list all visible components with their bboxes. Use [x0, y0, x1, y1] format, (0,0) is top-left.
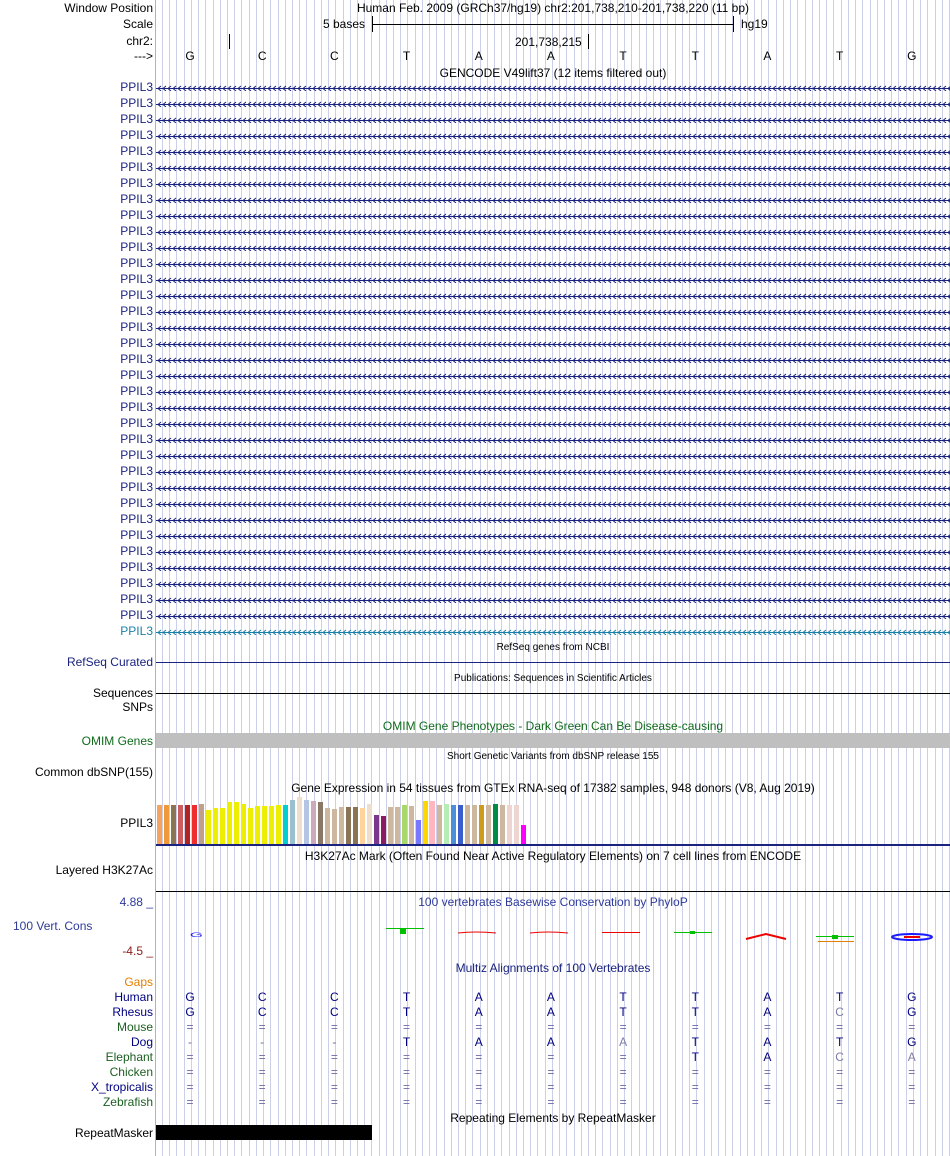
multiz-base: =	[908, 1020, 916, 1034]
multiz-base: =	[330, 1095, 338, 1109]
strand-label: --->	[134, 49, 153, 63]
repeatmasker-feature[interactable]	[156, 1125, 372, 1140]
gtex-tissue-bar[interactable]	[521, 825, 526, 844]
base-letter: A	[763, 49, 772, 63]
multiz-base: C	[835, 1005, 844, 1019]
coord-label: 201,738,215	[515, 35, 582, 49]
gencode-gene-label[interactable]: PPIL3	[120, 608, 153, 622]
multiz-base: T	[619, 1005, 627, 1019]
gtex-tissue-bar[interactable]	[514, 805, 519, 844]
multiz-base: =	[547, 1050, 555, 1064]
multiz-base: T	[835, 1035, 844, 1049]
multiz-base: T	[402, 1005, 411, 1019]
gtex-tissue-bar[interactable]	[297, 797, 302, 844]
phylop-mark-t4-under	[818, 941, 854, 942]
multiz-base: =	[186, 1020, 194, 1034]
refseq-title: RefSeq genes from NCBI	[496, 642, 610, 653]
gtex-tissue-bar[interactable]	[241, 804, 246, 844]
gencode-transcript[interactable]	[156, 498, 950, 507]
gtex-tissue-bar[interactable]	[283, 805, 288, 844]
multiz-base: =	[403, 1080, 411, 1094]
gencode-gene-label[interactable]: PPIL3	[120, 112, 153, 126]
publications-track-label[interactable]: Sequences	[92, 686, 153, 700]
gencode-gene-label[interactable]: PPIL3	[120, 592, 153, 606]
phylop-mark-a3	[746, 934, 786, 939]
gencode-transcript[interactable]	[156, 610, 950, 619]
assembly-position[interactable]: Human Feb. 2009 (GRCh37/hg19) chr2:201,738,210-201,738,220 (11 bp)	[356, 1, 750, 15]
gtex-tissue-bar[interactable]	[262, 806, 267, 844]
multiz-base: =	[763, 1020, 771, 1034]
phylop-mark-t4-block	[832, 935, 838, 939]
gtex-tissue-bar[interactable]	[290, 800, 295, 844]
phylop-mark-t2	[602, 932, 640, 933]
multiz-base: -	[188, 1035, 192, 1049]
gtex-tissue-bar[interactable]	[395, 807, 400, 844]
gtex-tissue-bar[interactable]	[220, 808, 225, 844]
multiz-base: =	[186, 1050, 194, 1064]
multiz-base: =	[836, 1020, 844, 1034]
multiz-base: =	[691, 1080, 699, 1094]
multiz-base: =	[186, 1095, 194, 1109]
scale-label: Scale	[122, 17, 153, 31]
base-letter: A	[474, 49, 483, 63]
gtex-tissue-bar[interactable]	[318, 802, 323, 844]
h3k27ac-track-label[interactable]: Layered H3K27Ac	[55, 863, 153, 877]
multiz-base: G	[907, 1005, 917, 1019]
gencode-transcript[interactable]	[156, 98, 950, 107]
multiz-base: A	[907, 1050, 916, 1064]
omim-track-label[interactable]: OMIM Genes	[81, 734, 153, 748]
gencode-title: GENCODE V49lift37 (12 items filtered out)	[439, 66, 667, 80]
multiz-base: G	[185, 1005, 195, 1019]
multiz-base: =	[547, 1080, 555, 1094]
gencode-gene-label[interactable]: PPIL3	[120, 432, 153, 446]
multiz-base: =	[475, 1050, 483, 1064]
multiz-base: =	[403, 1095, 411, 1109]
gencode-transcript[interactable]	[156, 306, 950, 315]
gtex-tissue-bar[interactable]	[388, 807, 393, 844]
scale-bar-left-tick	[372, 16, 373, 32]
gencode-gene-label[interactable]: PPIL3	[120, 400, 153, 414]
base-letter: C	[257, 49, 267, 63]
multiz-base: =	[763, 1080, 771, 1094]
gtex-track-label[interactable]: PPIL3	[120, 816, 153, 830]
multiz-base: =	[908, 1095, 916, 1109]
multiz-base: C	[835, 1050, 844, 1064]
gencode-gene-label[interactable]: PPIL3	[120, 96, 153, 110]
multiz-base: A	[546, 1005, 555, 1019]
gencode-transcript[interactable]	[156, 338, 950, 347]
multiz-base: A	[763, 990, 772, 1004]
multiz-base: =	[836, 1095, 844, 1109]
gtex-tissue-bar[interactable]	[185, 805, 190, 844]
gencode-transcript[interactable]	[156, 386, 950, 395]
gencode-gene-label[interactable]: PPIL3	[120, 352, 153, 366]
gtex-bar-chart[interactable]	[156, 797, 536, 844]
multiz-species-label[interactable]: Chicken	[109, 1065, 153, 1079]
multiz-base: T	[691, 1005, 699, 1019]
multiz-base: =	[403, 1020, 411, 1034]
gtex-tissue-bar[interactable]	[423, 801, 428, 844]
gencode-transcript[interactable]	[156, 322, 950, 331]
gtex-tissue-bar[interactable]	[360, 808, 365, 844]
gencode-transcript[interactable]	[156, 626, 950, 635]
phylop-mark-a1	[458, 932, 496, 933]
gencode-transcript[interactable]	[156, 354, 950, 363]
gtex-tissue-bar[interactable]	[465, 805, 470, 844]
gencode-transcript[interactable]	[156, 578, 950, 587]
scale-bar-right-tick	[733, 16, 734, 32]
gencode-gene-label[interactable]: PPIL3	[120, 144, 153, 158]
publications-line[interactable]	[156, 693, 950, 694]
multiz-base: T	[691, 1050, 699, 1064]
multiz-base: =	[403, 1065, 411, 1079]
multiz-base: =	[908, 1065, 916, 1079]
gencode-gene-label[interactable]: PPIL3	[120, 416, 153, 430]
publications-title: Publications: Sequences in Scientific Articles	[454, 673, 652, 684]
repeatmasker-track-label[interactable]: RepeatMasker	[74, 1126, 153, 1140]
multiz-base: G	[185, 990, 195, 1004]
gtex-tissue-bar[interactable]	[206, 810, 211, 844]
gtex-tissue-bar[interactable]	[416, 820, 421, 844]
gencode-gene-label[interactable]: PPIL3	[120, 512, 153, 526]
gtex-baseline	[156, 844, 950, 846]
base-letter: G	[907, 49, 917, 63]
multiz-base: T	[402, 990, 411, 1004]
multiz-base: =	[330, 1050, 338, 1064]
multiz-base: -	[260, 1035, 265, 1049]
multiz-base: =	[836, 1080, 844, 1094]
gencode-gene-label[interactable]: PPIL3	[120, 192, 153, 206]
gencode-gene-label[interactable]: PPIL3	[120, 576, 153, 590]
multiz-base: =	[836, 1065, 844, 1079]
gencode-gene-label[interactable]: PPIL3	[120, 448, 153, 462]
gencode-gene-label[interactable]: PPIL3	[120, 160, 153, 174]
gencode-transcript[interactable]	[156, 530, 950, 539]
base-letter: T	[619, 49, 627, 63]
gencode-transcript[interactable]	[156, 274, 950, 283]
phylop-mark-t3-block	[690, 931, 695, 934]
gtex-tissue-bar[interactable]	[304, 800, 309, 844]
gencode-gene-label[interactable]: PPIL3	[120, 560, 153, 574]
gencode-transcript[interactable]	[156, 162, 950, 171]
base-letter: T	[835, 49, 844, 63]
multiz-base: A	[763, 1035, 772, 1049]
base-letter: G	[185, 49, 195, 63]
gtex-tissue-bar[interactable]	[409, 806, 414, 844]
multiz-base: T	[835, 990, 844, 1004]
gencode-gene-label[interactable]: PPIL3	[120, 176, 153, 190]
multiz-base: A	[474, 1005, 483, 1019]
gencode-transcript[interactable]	[156, 178, 950, 187]
gencode-gene-label[interactable]: PPIL3	[120, 624, 153, 638]
phylop-mark-g2-center	[904, 936, 920, 938]
gencode-gene-label[interactable]: PPIL3	[120, 208, 153, 222]
gencode-gene-label[interactable]: PPIL3	[120, 496, 153, 510]
gencode-gene-label[interactable]: PPIL3	[120, 304, 153, 318]
multiz-base: C	[330, 990, 339, 1004]
gencode-gene-label[interactable]: PPIL3	[120, 464, 153, 478]
gencode-gene-label[interactable]: PPIL3	[120, 480, 153, 494]
gtex-tissue-bar[interactable]	[479, 805, 484, 844]
svg-text:G: G	[189, 930, 203, 939]
gencode-gene-label[interactable]: PPIL3	[120, 288, 153, 302]
gtex-tissue-bar[interactable]	[248, 808, 253, 844]
phylop-logo-g	[190, 931, 203, 939]
phylop-graph[interactable]	[156, 920, 950, 944]
scale-bar	[372, 24, 733, 25]
gtex-tissue-bar[interactable]	[437, 805, 442, 844]
gencode-transcript[interactable]	[156, 450, 950, 459]
multiz-base: =	[547, 1095, 555, 1109]
gencode-transcript[interactable]	[156, 242, 950, 251]
gencode-transcript[interactable]	[156, 466, 950, 475]
gencode-transcript[interactable]	[156, 482, 950, 491]
base-letter: A	[546, 49, 555, 63]
base-letter: C	[330, 49, 339, 63]
gtex-tissue-bar[interactable]	[493, 804, 498, 844]
multiz-base: =	[186, 1065, 194, 1079]
gtex-tissue-bar[interactable]	[346, 807, 351, 844]
window-position-label: Window Position	[64, 1, 153, 15]
multiz-species-label[interactable]: Human	[114, 990, 153, 1004]
gtex-tissue-bar[interactable]	[255, 806, 260, 844]
multiz-base: -	[332, 1035, 337, 1049]
gencode-transcript[interactable]	[156, 290, 950, 299]
gencode-gene-label[interactable]: PPIL3	[120, 256, 153, 270]
multiz-base: =	[691, 1095, 699, 1109]
multiz-species-label[interactable]: Zebrafish	[102, 1095, 153, 1109]
gtex-tissue-bar[interactable]	[164, 805, 169, 844]
multiz-base: =	[475, 1080, 483, 1094]
multiz-base: =	[691, 1020, 699, 1034]
gencode-gene-label[interactable]: PPIL3	[120, 224, 153, 238]
snps-track-label[interactable]: SNPs	[122, 700, 153, 714]
multiz-base: =	[403, 1050, 411, 1064]
multiz-base: A	[546, 990, 555, 1004]
multiz-base: =	[258, 1050, 266, 1064]
multiz-species-label[interactable]: X_tropicalis	[90, 1080, 153, 1094]
gencode-gene-label[interactable]: PPIL3	[120, 384, 153, 398]
gencode-transcript[interactable]	[156, 194, 950, 203]
multiz-base: T	[619, 990, 627, 1004]
gtex-tissue-bar[interactable]	[325, 808, 330, 844]
phylop-mark-a2	[530, 932, 568, 933]
gtex-tissue-bar[interactable]	[234, 802, 239, 844]
multiz-base: =	[619, 1020, 627, 1034]
multiz-base: =	[547, 1020, 555, 1034]
gencode-gene-label[interactable]: PPIL3	[120, 128, 153, 142]
gtex-tissue-bar[interactable]	[227, 802, 232, 844]
gencode-gene-label[interactable]: PPIL3	[120, 320, 153, 334]
chrom-label: chr2:	[126, 34, 153, 48]
multiz-species-label[interactable]: Dog	[130, 1035, 153, 1049]
multiz-base: =	[258, 1095, 266, 1109]
gtex-tissue-bar[interactable]	[339, 807, 344, 844]
gtex-tissue-bar[interactable]	[472, 805, 477, 844]
omim-title: OMIM Gene Phenotypes - Dark Green Can Be Disease-causing	[382, 719, 724, 733]
gencode-transcript[interactable]	[156, 402, 950, 411]
ruler-tick-center	[588, 34, 589, 49]
gencode-transcript[interactable]	[156, 82, 950, 91]
multiz-base: A	[474, 990, 483, 1004]
gtex-tissue-bar[interactable]	[269, 806, 274, 844]
multiz-base: C	[257, 1005, 267, 1019]
multiz-base: C	[257, 990, 267, 1004]
multiz-base: =	[619, 1050, 627, 1064]
multiz-base: =	[908, 1080, 916, 1094]
omim-feature-bar[interactable]	[156, 733, 950, 748]
scale-db: hg19	[741, 17, 768, 31]
gencode-transcript[interactable]	[156, 370, 950, 379]
gtex-tissue-bar[interactable]	[171, 805, 176, 844]
gtex-tissue-bar[interactable]	[332, 809, 337, 844]
gencode-transcript[interactable]	[156, 594, 950, 603]
gtex-tissue-bar[interactable]	[199, 804, 204, 844]
multiz-species-label[interactable]: Rhesus	[112, 1005, 153, 1019]
ruler-tick-left	[229, 34, 230, 49]
gencode-gene-label[interactable]: PPIL3	[120, 368, 153, 382]
gtex-tissue-bar[interactable]	[311, 801, 316, 844]
h3k27ac-title: H3K27Ac Mark (Often Found Near Active Regulatory Elements) on 7 cell lines from ENCODE	[304, 849, 802, 863]
gtex-tissue-bar[interactable]	[367, 804, 372, 844]
multiz-species-label[interactable]: Elephant	[105, 1050, 153, 1064]
phylop-min-label: -4.5 _	[122, 944, 153, 958]
multiz-base: G	[907, 990, 917, 1004]
multiz-base: =	[258, 1020, 266, 1034]
gencode-gene-label[interactable]: PPIL3	[120, 240, 153, 254]
gtex-tissue-bar[interactable]	[178, 805, 183, 844]
gencode-transcript[interactable]	[156, 130, 950, 139]
multiz-base: =	[763, 1065, 771, 1079]
multiz-base: =	[258, 1080, 266, 1094]
multiz-base: T	[691, 1035, 699, 1049]
gtex-tissue-bar[interactable]	[276, 805, 281, 844]
gtex-tissue-bar[interactable]	[430, 801, 435, 844]
gtex-tissue-bar[interactable]	[213, 808, 218, 844]
gencode-transcript[interactable]	[156, 258, 950, 267]
multiz-base: =	[619, 1080, 627, 1094]
gencode-gene-label[interactable]: PPIL3	[120, 544, 153, 558]
multiz-base: =	[330, 1080, 338, 1094]
multiz-base: =	[330, 1020, 338, 1034]
gtex-tissue-bar[interactable]	[507, 805, 512, 844]
gencode-transcript[interactable]	[156, 146, 950, 155]
gencode-transcript[interactable]	[156, 418, 950, 427]
gaps-label: Gaps	[124, 975, 153, 989]
gtex-tissue-bar[interactable]	[444, 804, 449, 844]
multiz-base: G	[907, 1035, 917, 1049]
multiz-base: =	[475, 1020, 483, 1034]
multiz-base: =	[619, 1095, 627, 1109]
gtex-title: Gene Expression in 54 tissues from GTEx RNA-seq of 17382 samples, 948 donors (V8, Aug 2019)	[291, 781, 815, 795]
gencode-gene-label[interactable]: PPIL3	[120, 528, 153, 542]
multiz-title: Multiz Alignments of 100 Vertebrates	[455, 961, 651, 975]
multiz-species-label[interactable]: Mouse	[116, 1020, 153, 1034]
phylop-mark-t1-block	[400, 928, 406, 934]
phylop-title: 100 vertebrates Basewise Conservation by PhyloP	[418, 895, 688, 909]
refseq-gene-line[interactable]	[156, 662, 950, 663]
gencode-transcript[interactable]	[156, 562, 950, 571]
dbsnp-title: Short Genetic Variants from dbSNP release 155	[447, 751, 659, 762]
multiz-base: A	[763, 1005, 772, 1019]
multiz-base: C	[330, 1005, 339, 1019]
multiz-base: =	[330, 1065, 338, 1079]
gencode-transcript[interactable]	[156, 114, 950, 123]
multiz-base: A	[546, 1035, 555, 1049]
gencode-transcript[interactable]	[156, 434, 950, 443]
multiz-base: =	[258, 1065, 266, 1079]
gtex-tissue-bar[interactable]	[374, 815, 379, 844]
base-letter: T	[691, 49, 699, 63]
gtex-tissue-bar[interactable]	[451, 805, 456, 844]
dbsnp-track-label[interactable]: Common dbSNP(155)	[34, 765, 153, 779]
gencode-gene-label[interactable]: PPIL3	[120, 336, 153, 350]
refseq-track-label[interactable]: RefSeq Curated	[66, 655, 153, 669]
scale-text: 5 bases	[323, 17, 366, 31]
multiz-base: =	[691, 1065, 699, 1079]
gtex-tissue-bar[interactable]	[381, 816, 386, 844]
gencode-gene-label[interactable]: PPIL3	[120, 80, 153, 94]
multiz-base: A	[474, 1035, 483, 1049]
multiz-base: T	[402, 1035, 411, 1049]
multiz-base: =	[619, 1065, 627, 1079]
gtex-tissue-bar[interactable]	[458, 805, 463, 844]
gencode-gene-label[interactable]: PPIL3	[120, 272, 153, 286]
gtex-tissue-bar[interactable]	[500, 805, 505, 844]
phylop-track-label[interactable]: 100 Vert. Cons	[13, 919, 93, 933]
gencode-transcript[interactable]	[156, 210, 950, 219]
repeatmasker-title: Repeating Elements by RepeatMasker	[450, 1111, 656, 1125]
multiz-base: =	[186, 1080, 194, 1094]
multiz-base: T	[691, 990, 699, 1004]
phylop-max-label: 4.88 _	[119, 895, 153, 909]
multiz-base: A	[619, 1035, 628, 1049]
multiz-base: =	[547, 1065, 555, 1079]
gencode-transcript[interactable]	[156, 226, 950, 235]
h3k27ac-baseline	[156, 891, 950, 892]
gtex-tissue-bar[interactable]	[192, 805, 197, 844]
base-letter: T	[402, 49, 411, 63]
gtex-tissue-bar[interactable]	[353, 807, 358, 844]
multiz-base: =	[763, 1095, 771, 1109]
multiz-base: =	[475, 1095, 483, 1109]
multiz-base: A	[763, 1050, 772, 1064]
gencode-transcript[interactable]	[156, 546, 950, 555]
gtex-tissue-bar[interactable]	[157, 805, 162, 844]
gencode-transcript[interactable]	[156, 514, 950, 523]
gtex-tissue-bar[interactable]	[486, 805, 491, 844]
gtex-tissue-bar[interactable]	[402, 805, 407, 844]
multiz-base: =	[475, 1065, 483, 1079]
